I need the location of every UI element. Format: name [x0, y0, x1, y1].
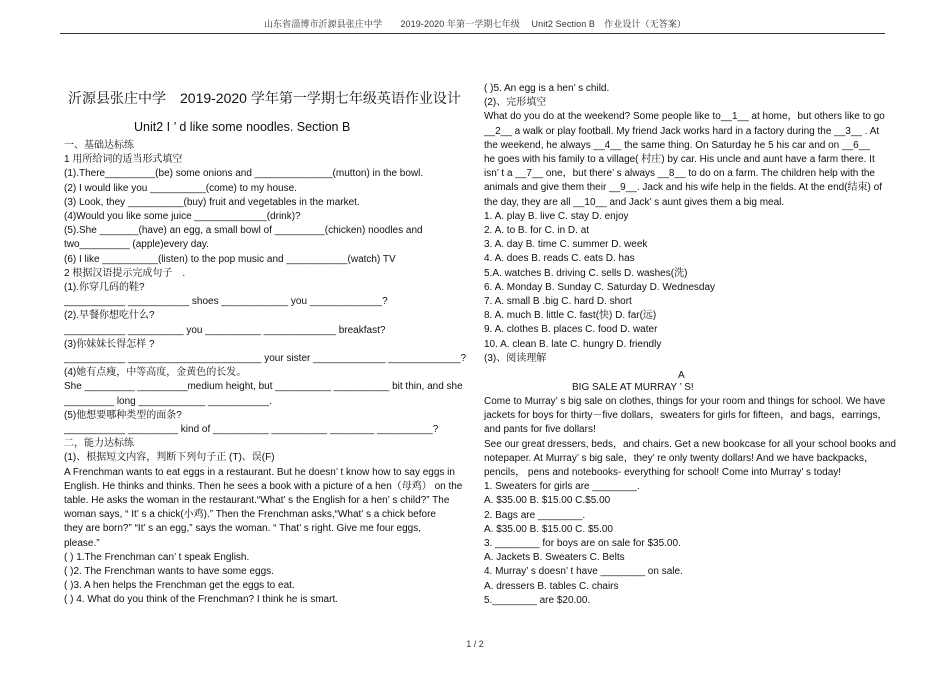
text-line: animals and give them their __9__. Jack and his wife help in the fields. At the end(结束) of	[484, 182, 882, 194]
text-line: 3. ________ for boys are on sale for $35.00.	[484, 538, 681, 549]
text-line: 二，能力达标练	[64, 438, 134, 450]
text-line: (3)、阅读理解	[484, 352, 547, 364]
text-line: the weekend, he always __4__ the same thing. On Saturday he 5 his car and on __6__	[484, 139, 870, 151]
text-line: ( )5. An egg is a hen’ s child.	[484, 83, 610, 94]
text-line: 4. Murray’ s doesn’ t have ________ on sale.	[484, 566, 683, 578]
text-line: A. Jackets B. Sweaters C. Belts	[484, 552, 625, 564]
page-header: 山东省淄博市沂源县张庄中学 2019-2020 年第一学期七年级 Unit2 Section B 作业设计（无答案）	[263, 19, 687, 29]
text-line: What do you do at the weekend? Some people like to__1__ at home，but others like to go	[484, 111, 885, 123]
text-line: ( ) 1.The Frenchman can’ t speak English.	[64, 551, 250, 563]
text-line: and pants for five dollars!	[484, 424, 596, 436]
text-line: pencils， pens and notebooks- everything for school! Come into Murray’ s today!	[484, 467, 842, 478]
text-line: (6) I like __________(listen) to the pop music and ___________(watch) TV	[64, 253, 396, 265]
text-line: 一、基础达标练	[64, 140, 134, 151]
text-line: table. He asks the woman in the restaurant.“What’ s the English for a hen’ s child?” The	[64, 495, 450, 506]
text-line: ___________ _________ kind of __________ __________ ________ __________?	[64, 424, 439, 435]
text-line: (1).There_________(be) some onions and ______________(mutton) in the bowl.	[64, 168, 424, 180]
text-line: 10. A. clean B. late C. hungry D. friendly	[484, 338, 662, 350]
text-line: _________ long ____________ ___________.	[64, 395, 272, 407]
text-line: (1)、根据短文内容，判断下列句子正 (T)、误(F)	[64, 452, 275, 464]
text-line: please.”	[64, 537, 100, 549]
text-line: (1).你穿几码的鞋?	[64, 282, 145, 293]
text-line: A Frenchman wants to eat eggs in a restaurant. But he doesn’ t know how to say eggs in	[64, 466, 455, 478]
text-line: (5).She _______(have) an egg, a small bowl of _________(chicken) noodles and	[64, 225, 423, 237]
text-line: the day, they are all __10__ and Jack’ s aunt gives them a big meal.	[484, 196, 785, 208]
text-line: She _________ _________medium height, but __________ __________ bit thin, and she	[64, 381, 463, 393]
text-line: ( )3. A hen helps the Frenchman get the eggs to eat.	[64, 580, 295, 592]
text-line: (3)你妹妹长得怎样 ?	[64, 338, 155, 350]
text-line: A. dressers B. tables C. chairs	[484, 580, 619, 592]
text-line: (4)她有点瘦，中等高度，金黄色的长发。	[64, 367, 247, 379]
text-line: 4. A. does B. reads C. eats D. has	[484, 253, 635, 265]
text-line: 1 用所给词的适当形式填空	[64, 154, 183, 166]
text-line: woman says, “ It’ s a chick(小鸡).” Then the Frenchman asks,“What’ s a chick before	[64, 509, 436, 521]
text-line: ___________ ___________ shoes ____________ you _____________?	[64, 296, 388, 308]
text-line: (4)Would you like some juice _____________(drink)?	[64, 211, 301, 222]
text-line: 5.A. watches B. driving C. sells D. washes(洗)	[484, 267, 688, 279]
header-divider	[60, 33, 885, 34]
text-line: 8. A. much B. little C. fast(快) D. far(远)	[484, 310, 657, 322]
text-line: 3. A. day B. time C. summer D. week	[484, 239, 648, 251]
text-line: he goes with his family to a village( 村庄) by car. His uncle and aunt have a farm there. It	[484, 154, 875, 165]
text-line: two_________ (apple)every day.	[64, 239, 209, 251]
text-line: A. $35.00 B. $15.00 C. $5.00	[484, 523, 613, 535]
text-line: ___________ ________________________ your sister _____________ _____________?	[64, 353, 467, 364]
text-line: 6. A. Monday B. Sunday C. Saturday D. Wednesday	[484, 281, 716, 293]
text-line: they are born?” “It’ s an egg,” says the woman. “ That’ s right. Give me four eggs,	[64, 523, 422, 535]
text-line: ___________ __________ you __________ _____________ breakfast?	[64, 324, 386, 336]
text-line: 1. A. play B. live C. stay D. enjoy	[484, 210, 629, 222]
text-line: 9. A. clothes B. places C. food D. water	[484, 324, 658, 336]
text-line: jackets for boys for thirty－five dollars，sweaters for girls for fifteen，and bags，earrings，	[484, 410, 888, 422]
text-line: (2)、完形填空	[484, 97, 547, 109]
passage-title: BIG SALE AT MURRAY ’ S!	[572, 382, 694, 393]
unit-title: Unit2 I ’ d like some noodles. Section B	[134, 120, 351, 134]
text-line: A. $35.00 B. $15.00 C.$5.00	[484, 495, 611, 507]
text-line: ( ) 4. What do you think of the Frenchman? I think he is smart.	[64, 594, 339, 606]
text-line: __2__ a walk or play football. My friend Jack works hard in a factory during the __3__ . At	[484, 125, 880, 137]
text-line: English. He thinks and thinks. Then he sees a book with a picture of a hen（母鸡） on the	[64, 480, 463, 492]
text-line: 2. Bags are ________.	[484, 509, 586, 521]
passage-label-a: A	[678, 370, 685, 381]
text-line: ( )2. The Frenchman wants to have some eggs.	[64, 566, 274, 577]
text-line: isn’ t a __7__ one，but there’ s always __8__ to do on a farm. The children help with the	[484, 168, 875, 180]
text-line: (3) Look, they __________(buy) fruit and vegetables in the market.	[64, 196, 360, 208]
page-number: 1 / 2	[466, 639, 484, 649]
text-line: notepaper. At Murray’ s big sale，they’ re only twenty dollars! And we have backpacks，	[484, 452, 875, 464]
text-line: 7. A. small B .big C. hard D. short	[484, 296, 632, 307]
text-line: (5)他想要哪种类型的面条?	[64, 409, 182, 421]
text-line: 5.________ are $20.00.	[484, 594, 591, 606]
text-line: 2. A. to B. for C. in D. at	[484, 225, 590, 236]
doc-title: 沂源县张庄中学 2019-2020 学年第一学期七年级英语作业设计	[68, 90, 461, 106]
text-line: See our great dressers, beds，and chairs. Get a new bookcase for all your school books and	[484, 438, 896, 450]
text-line: 1. Sweaters for girls are ________.	[484, 481, 640, 493]
text-line: 2 根据汉语提示完成句子 .	[64, 267, 186, 279]
text-line: Come to Murray’ s big sale on clothes, things for your room and things for school. We have	[484, 396, 886, 407]
text-line: (2).早餐你想吃什么?	[64, 310, 155, 322]
text-line: (2) I would like you __________(come) to my house.	[64, 182, 297, 194]
